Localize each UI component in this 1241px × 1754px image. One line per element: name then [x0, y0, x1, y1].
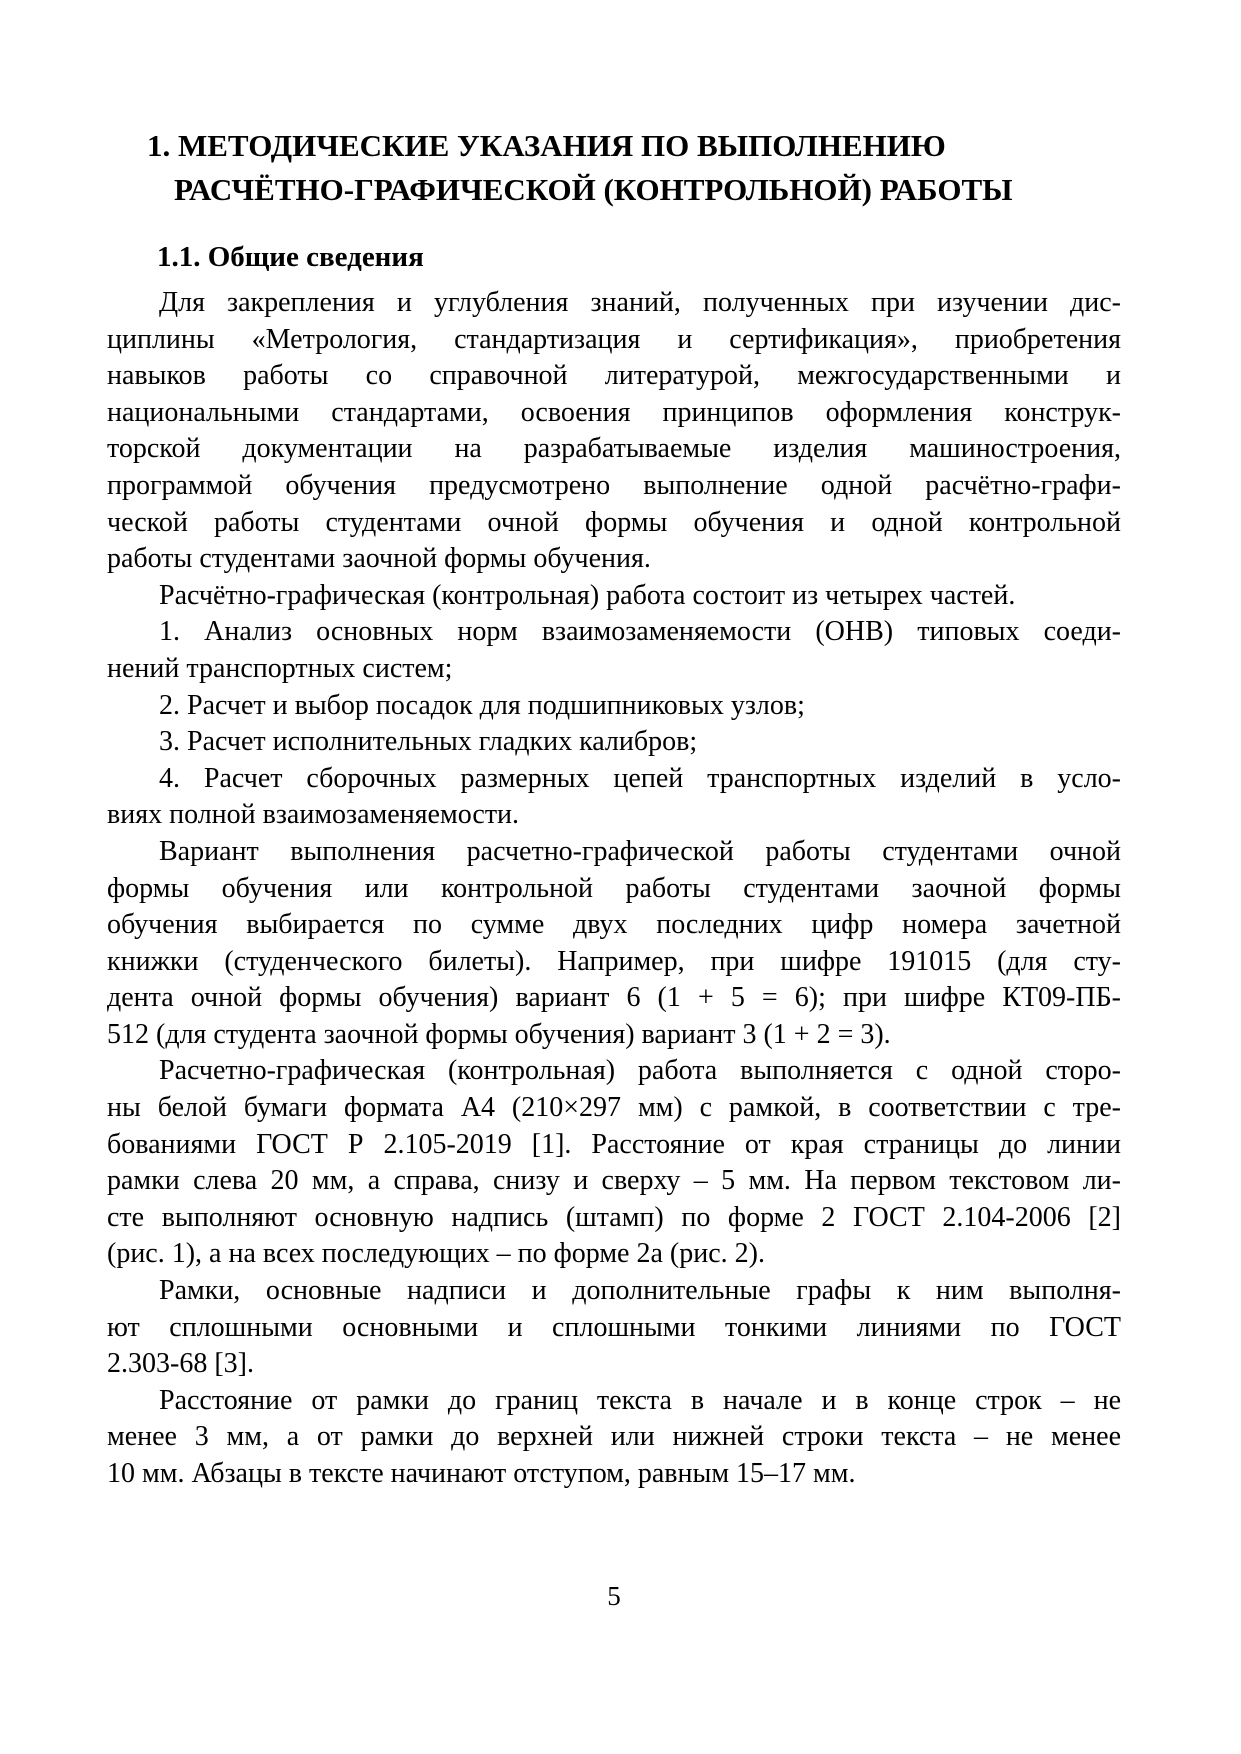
- text-line: циплины «Метрология, стандартизация и сертификация», приобретения: [107, 323, 1121, 355]
- text-line: 2. Расчет и выбор посадок для подшипниковых узлов;: [159, 689, 805, 721]
- paragraph: [107, 578, 1121, 615]
- text-line: дента очной формы обучения) вариант 6 (1 + 5 = 6); при шифре КТ09-ПБ-: [107, 982, 1121, 1014]
- text-line: 512 (для студента заочной формы обучения) вариант 3 (1 + 2 = 3).: [107, 1018, 891, 1050]
- text-line: формы обучения или контрольной работы студентами заочной формы: [107, 872, 1121, 904]
- text-line: нений транспортных систем;: [107, 652, 453, 684]
- text-block: [107, 124, 1121, 1493]
- text-line: 2.303-68 [3].: [107, 1348, 254, 1380]
- section-heading-line2: РАСЧЁТНО-ГРАФИЧЕСКОЙ (КОНТРОЛЬНОЙ) РАБОТЫ: [174, 172, 1013, 207]
- text-line: навыков работы со справочной литературой, межгосударственными и: [107, 360, 1121, 392]
- paragraph: [107, 1053, 1121, 1273]
- text-line: 3. Расчет исполнительных гладких калибров;: [159, 726, 698, 758]
- text-line: ют сплошными основными и сплошными тонкими линиями по ГОСТ: [107, 1311, 1121, 1343]
- text-line: обучения выбирается по сумме двух последних цифр номера зачетной: [107, 909, 1121, 941]
- text-line: Для закрепления и углубления знаний, полученных при изучении дис-: [159, 287, 1121, 318]
- text-line: ческой работы студентами очной формы обучения и одной контрольной: [107, 506, 1121, 538]
- page-number: 5: [607, 1581, 621, 1611]
- paragraph: [107, 834, 1121, 1054]
- paragraph: [107, 285, 1121, 578]
- text-line: работы студентами заочной формы обучения.: [107, 543, 651, 575]
- subsection-heading: 1.1. Общие сведения: [157, 241, 424, 273]
- text-line: программой обучения предусмотрено выполнение одной расчётно-графи-: [107, 469, 1121, 501]
- text-line: торской документации на разрабатываемые изделия машиностроения,: [107, 433, 1121, 465]
- paragraph: [107, 688, 1121, 725]
- body-text: [107, 285, 1121, 1493]
- text-line: 10 мм. Абзацы в тексте начинают отступом, равным 15–17 мм.: [107, 1458, 856, 1489]
- text-line: книжки (студенческого билеты). Например, при шифре 191015 (для сту-: [107, 945, 1121, 977]
- paragraph: [107, 1273, 1121, 1383]
- text-line: бованиями ГОСТ Р 2.105-2019 [1]. Расстояние от края страницы до линии: [107, 1128, 1121, 1160]
- text-line: 1. Анализ основных норм взаимозаменяемости (ОНВ) типовых соеди-: [159, 616, 1121, 648]
- paragraph: [107, 1383, 1121, 1493]
- text-line: Рамки, основные надписи и дополнительные графы к ним выполня-: [159, 1275, 1121, 1307]
- text-line: виях полной взаимозаменяемости.: [107, 799, 520, 831]
- section-heading: [107, 124, 1121, 212]
- paragraph: [107, 724, 1121, 761]
- text-line: Расчётно-графическая (контрольная) работа состоит из четырех частей.: [159, 579, 1016, 611]
- text-line: рамки слева 20 мм, а справа, снизу и сверху – 5 мм. На первом текстовом ли-: [107, 1165, 1121, 1197]
- text-line: ны белой бумаги формата А4 (210×297 мм) с рамкой, в соответствии с тре-: [107, 1092, 1121, 1124]
- section-heading-line1: 1. МЕТОДИЧЕСКИЕ УКАЗАНИЯ ПО ВЫПОЛНЕНИЮ: [147, 128, 946, 163]
- text-line: Расстояние от рамки до границ текста в начале и в конце строк – не: [159, 1384, 1121, 1416]
- paragraph: [107, 614, 1121, 687]
- paragraph: [107, 761, 1121, 834]
- text-line: (рис. 1), а на всех последующих – по форме 2а (рис. 2).: [107, 1238, 765, 1270]
- text-line: 4. Расчет сборочных размерных цепей транспортных изделий в усло-: [159, 762, 1121, 794]
- text-line: национальными стандартами, освоения принципов оформления конструк-: [107, 396, 1121, 428]
- text-line: сте выполняют основную надпись (штамп) по форме 2 ГОСТ 2.104-2006 [2]: [107, 1201, 1121, 1233]
- text-line: Расчетно-графическая (контрольная) работа выполняется с одной сторо-: [159, 1055, 1121, 1087]
- text-line: менее 3 мм, а от рамки до верхней или нижней строки текста – не менее: [107, 1421, 1121, 1453]
- text-line: Вариант выполнения расчетно-графической работы студентами очной: [159, 835, 1121, 867]
